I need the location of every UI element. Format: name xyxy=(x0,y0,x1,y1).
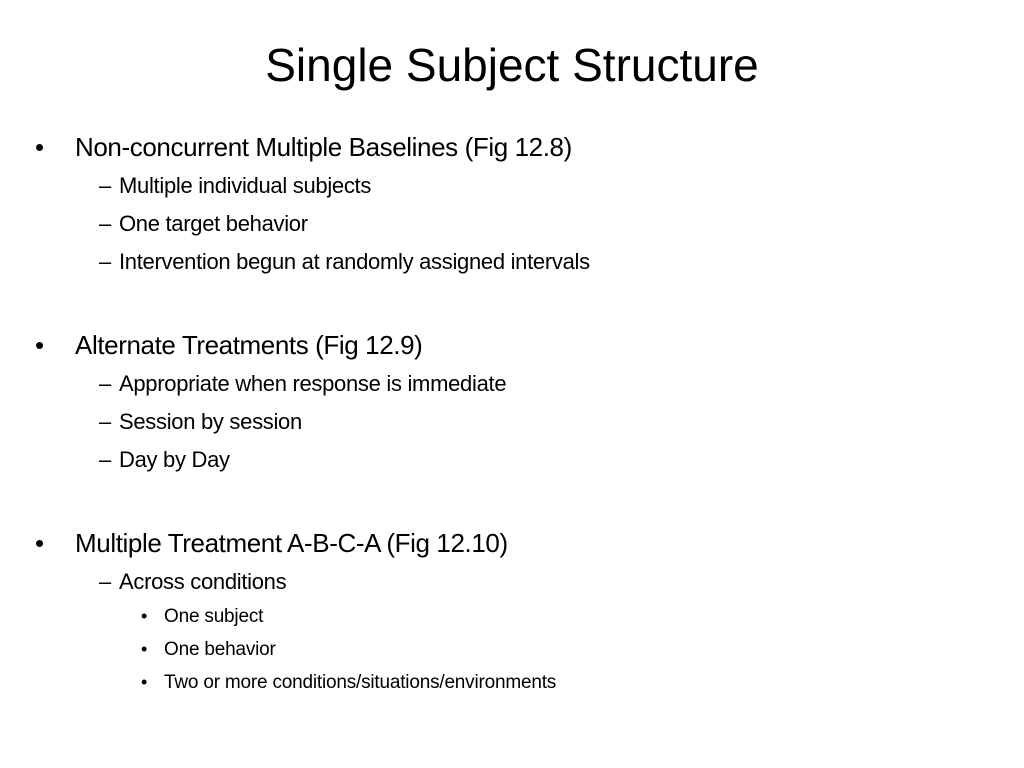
bullet-icon: • xyxy=(141,639,148,659)
bullet-icon: • xyxy=(35,132,45,162)
slide-title: Single Subject Structure xyxy=(265,39,759,91)
bullet-text: Two or more conditions/situations/environments xyxy=(164,672,557,693)
bullet-text: Multiple individual subjects xyxy=(119,173,372,198)
bullet-text: One subject xyxy=(164,606,264,627)
dash-icon: – xyxy=(99,447,112,472)
bullet-text: Day by Day xyxy=(119,447,230,472)
dash-icon: – xyxy=(99,249,112,274)
dash-icon: – xyxy=(99,173,112,198)
bullet-icon: • xyxy=(141,606,148,626)
dash-icon: – xyxy=(99,409,112,434)
bullet-text: Session by session xyxy=(119,409,302,434)
bullet-icon: • xyxy=(141,672,148,692)
bullet-text: Intervention begun at randomly assigned intervals xyxy=(119,249,590,274)
bullet-text: One behavior xyxy=(164,639,276,660)
bullet-text: Alternate Treatments (Fig 12.9) xyxy=(75,330,423,360)
bullet-text: Appropriate when response is immediate xyxy=(119,371,507,396)
bullet-icon: • xyxy=(35,528,45,558)
dash-icon: – xyxy=(99,569,112,594)
bullet-text: One target behavior xyxy=(119,211,308,236)
bullet-icon: • xyxy=(35,330,45,360)
dash-icon: – xyxy=(99,371,112,396)
bullet-text: Across conditions xyxy=(119,569,287,594)
bullet-text: Non-concurrent Multiple Baselines (Fig 12.8) xyxy=(75,132,572,162)
bullet-text: Multiple Treatment A-B-C-A (Fig 12.10) xyxy=(75,528,508,558)
dash-icon: – xyxy=(99,211,112,236)
